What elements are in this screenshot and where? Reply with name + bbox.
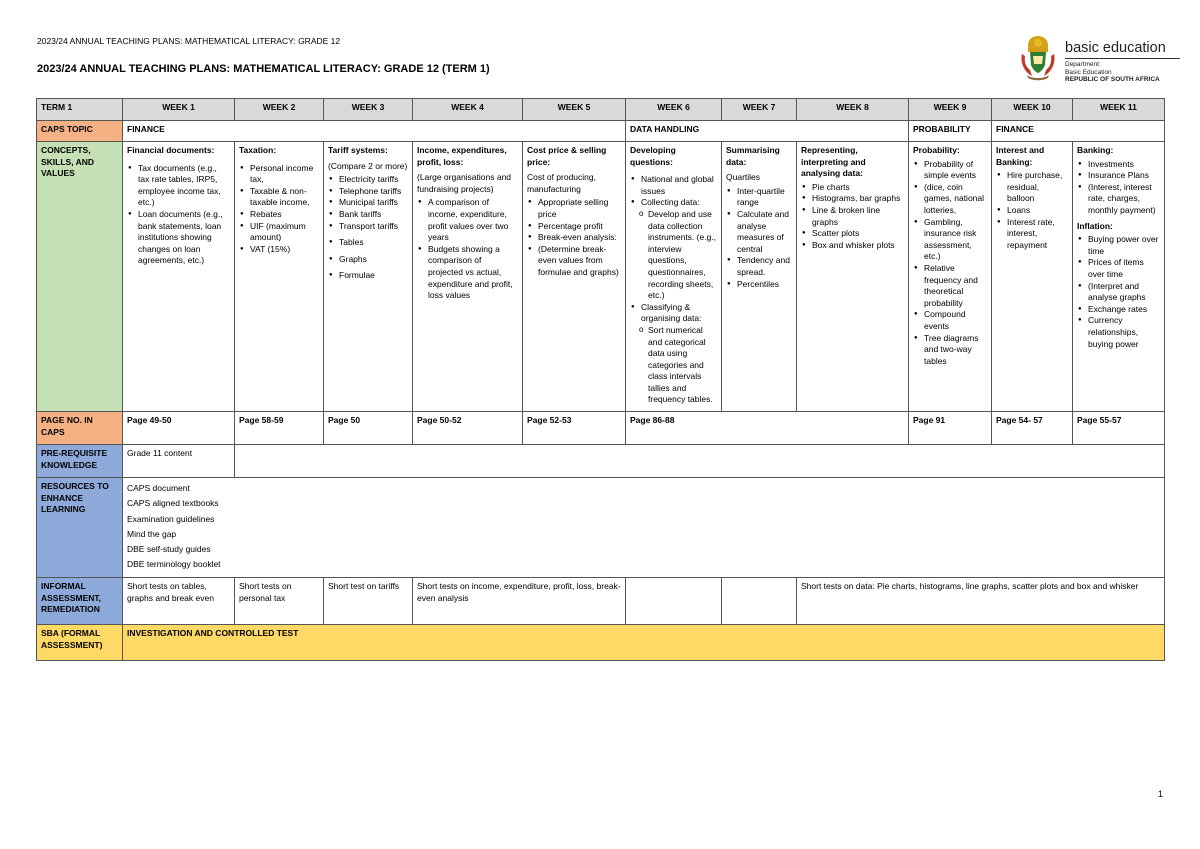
header-week-10: WEEK 10 [992,99,1073,121]
concept-title: Financial documents: [127,145,215,155]
informal-week-1: Short tests on tables, graphs and break even [123,578,235,625]
list-item: ● Gambling, insurance risk assessment, etc.) [924,217,987,263]
page-week-4: Page 50-52 [413,412,523,445]
page-week-11: Page 55-57 [1073,412,1165,445]
prereq-row [37,445,1165,478]
concept-list [527,197,621,278]
concept-list [630,302,717,325]
concept-title: Tariff systems: [328,145,388,155]
list-item: ● Compound events [924,309,987,332]
concepts-row [37,142,1165,412]
list-item: ● Tree diagrams and two-way tables [924,333,987,368]
concepts-week-8 [797,142,909,412]
header-week-4: WEEK 4 [413,99,523,121]
prereq-empty [235,445,1165,478]
prereq-content: Grade 11 content [123,445,235,478]
concept-subtitle: Quartiles [726,172,761,183]
page-week-9: Page 91 [909,412,992,445]
concepts-week-11 [1073,142,1165,412]
list-item: ● Histograms, bar graphs [812,193,904,205]
list-item: ● Tables [339,237,408,249]
informal-week-7 [722,578,797,625]
concept-list [1077,159,1160,217]
concept-title: Taxation: [239,145,277,155]
concept-title: Banking: [1077,145,1114,155]
header-term: TERM 1 [37,99,123,121]
list-item: ● Buying power over time [1088,234,1160,257]
concept-list [127,163,230,267]
list-item: ● Calculate and analyse measures of central [737,209,792,255]
logo-divider [1065,58,1180,59]
list-item: ● Classifying & organising data: [641,302,717,325]
list-item: ● Box and whisker plots [812,240,904,252]
page-week-1: Page 49-50 [123,412,235,445]
page-no-label: PAGE NO. IN CAPS [37,412,123,445]
caps-topic-label: CAPS TOPIC [37,121,123,142]
topic-probability: PROBABILITY [909,121,992,142]
header-week-6: WEEK 6 [626,99,722,121]
dbe-logo [1018,32,1168,84]
list-item: ● A comparison of income, expenditure, profit values over two years [428,197,518,243]
concepts-week-3 [324,142,413,412]
sba-row [37,625,1165,661]
topic-finance-2: FINANCE [992,121,1165,142]
page-week-10: Page 54- 57 [992,412,1073,445]
concept-list [726,186,792,290]
informal-week-8-11: Short tests on data: Pie charts, histograms, line graphs, scatter plots and box and whisker [797,578,1165,625]
list-item: ● Relative frequency and theoretical probability [924,263,987,309]
document-title: 2023/24 ANNUAL TEACHING PLANS: MATHEMATICAL LITERACY: GRADE 12 (TERM 1) [37,63,490,75]
list-item: ● Collecting data: [641,197,717,209]
list-item: ● Prices of items over time [1088,257,1160,280]
list-item: ● Percentiles [737,279,792,291]
informal-week-6 [626,578,722,625]
prereq-label: PRE-REQUISITE KNOWLEDGE [37,445,123,478]
header-week-11: WEEK 11 [1073,99,1165,121]
concept-list [328,174,408,282]
list-item: ● (dice, coin games, national lotteries, [924,182,987,217]
logo-dept-line3-text: REPUBLIC OF SOUTH AFRICA [1065,76,1160,84]
concept-title: Probability: [913,145,960,155]
list-item: ● Inter-quartile range [737,186,792,209]
teaching-plan-table [36,98,1165,661]
concept-list [239,163,319,256]
concepts-week-2 [235,142,324,412]
list-item: ● Municipal tariffs [339,197,408,209]
page-week-2: Page 58-59 [235,412,324,445]
list-item: ● Graphs [339,254,408,266]
list-item: ● Probability of simple events [924,159,987,182]
list-item: ● UIF (maximum amount) [250,221,319,244]
resource-item: Examination guidelines [127,513,215,524]
list-item: ● Tendency and spread. [737,255,792,278]
concept-subtitle: Cost of producing, manufacturing [527,172,596,194]
list-item: ● Personal income tax, [250,163,319,186]
list-item: ● Investments [1088,159,1160,171]
header-week-8: WEEK 8 [797,99,909,121]
header-week-5: WEEK 5 [523,99,626,121]
resources-content [123,478,1165,578]
concepts-week-4 [413,142,523,412]
concept-title: Summarising data: [726,145,780,167]
resource-item: CAPS document [127,483,190,493]
concepts-week-9 [909,142,992,412]
list-item: ● (Interest, interest rate, charges, monthly payment) [1088,182,1160,217]
list-item: ● Electricity tariffs [339,174,408,186]
topic-data-handling: DATA HANDLING [626,121,909,142]
concept-title: Representing, interpreting and analysing data: [801,145,866,179]
logo-dept-line1: Department: [1065,61,1101,68]
list-item: ● National and global issues [641,174,717,197]
concept-title: Income, expenditures, profit, loss: [417,145,507,167]
informal-week-4-5: Short tests on income, expenditure, profit, loss, break-even analysis [413,578,626,625]
resource-item: DBE self-study guides [127,544,211,555]
concepts-week-10 [992,142,1073,412]
concept-title: Inflation: [1077,220,1113,231]
list-item: o Develop and use data collection instruments. (e.g., interview questions, questionnaires, recording sheets, etc.) [648,209,717,302]
list-item: ● Exchange rates [1088,304,1160,316]
header-week-3: WEEK 3 [324,99,413,121]
list-item: ● Loan documents (e.g., bank statements, loan institutions showing changes on loan agreements, etc.) [138,209,230,267]
list-item: ● Percentage profit [538,221,621,233]
concept-title: Cost price & selling price: [527,145,607,167]
list-item: ● VAT (15%) [250,244,319,256]
concepts-week-1 [123,142,235,412]
resources-label: RESOURCES TO ENHANCE LEARNING [37,478,123,578]
logo-dept-line2: Basic Education [1065,68,1112,76]
list-item: ● Scatter plots [812,228,904,240]
concept-subtitle: (Large organisations and fundraising projects) [417,172,512,194]
concept-list [801,182,904,252]
concept-list [1077,234,1160,350]
informal-week-2: Short tests on personal tax [235,578,324,625]
list-item: ● Break-even analysis: [538,232,621,244]
topic-finance: FINANCE [123,121,626,142]
concept-list [417,197,518,301]
list-item: ● Budgets showing a comparison of projected vs actual, expenditure and profit, loss values [428,244,518,302]
list-item: ● Transport tariffs [339,221,408,233]
list-item: ● Rebates [250,209,319,221]
list-item: ● Formulae [339,270,408,282]
page-number: 1 [1158,789,1164,799]
resource-item: CAPS aligned textbooks [127,498,219,509]
coat-of-arms-icon [1018,32,1058,82]
list-item: ● Loans [1007,205,1068,217]
list-item: ● Line & broken line graphs [812,205,904,228]
sba-content: INVESTIGATION AND CONTROLLED TEST [123,625,1165,661]
concept-list [913,159,987,368]
header-week-7: WEEK 7 [722,99,797,121]
concept-subtitle: (Compare 2 or more) [328,160,408,171]
sba-label: SBA (FORMAL ASSESSMENT) [37,625,123,661]
list-item: ● (Interpret and analyse graphs [1088,281,1160,304]
caps-topic-row [37,121,1165,142]
informal-label: INFORMAL ASSESSMENT, REMEDIATION [37,578,123,625]
resource-item: DBE terminology booklet [127,559,221,570]
list-item: ● Insurance Plans [1088,170,1160,182]
list-item: ● Tax documents (e.g., tax rate tables, IRP5, employee income tax, etc.) [138,163,230,209]
list-item: ● (Determine break-even values from formulae and graphs) [538,244,621,279]
page-week-6-8: Page 86-88 [626,412,909,445]
logo-department-text [1065,61,1160,84]
list-item: ● Pie charts [812,182,904,194]
header-row [37,99,1165,121]
header-week-2: WEEK 2 [235,99,324,121]
concepts-week-6 [626,142,722,412]
list-item: o Sort numerical and categorical data using categories and class intervals tallies and frequency tables. [648,325,717,406]
concepts-label: CONCEPTS, SKILLS, AND VALUES [37,142,123,412]
list-item: ● Interest rate, interest, repayment [1007,217,1068,252]
page-week-3: Page 50 [324,412,413,445]
concepts-week-7 [722,142,797,412]
concept-sublist [630,209,717,302]
list-item: ● Bank tariffs [339,209,408,221]
logo-brand-text: basic education [1065,40,1166,56]
informal-assessment-row [37,578,1165,625]
header-week-1: WEEK 1 [123,99,235,121]
list-item: ● Taxable & non-taxable income, [250,186,319,209]
concepts-week-5 [523,142,626,412]
logo-dept-line3 [1065,76,1160,84]
list-item: ● Telephone tariffs [339,186,408,198]
page-week-5: Page 52-53 [523,412,626,445]
list-item: ● Appropriate selling price [538,197,621,220]
resources-row [37,478,1165,578]
header-week-9: WEEK 9 [909,99,992,121]
resource-item: Mind the gap [127,528,177,539]
concept-list [996,170,1068,251]
running-header: 2023/24 ANNUAL TEACHING PLANS: MATHEMATICAL LITERACY: GRADE 12 [37,36,341,46]
list-item: ● Currency relationships, buying power [1088,315,1160,350]
concept-list [630,174,717,209]
informal-week-3: Short test on tariffs [324,578,413,625]
list-item: ● Hire purchase, residual, balloon [1007,170,1068,205]
concept-sublist [630,325,717,406]
concept-title: Developing questions: [630,145,676,167]
page-number-row [37,412,1165,445]
concept-title: Interest and Banking: [996,145,1045,167]
